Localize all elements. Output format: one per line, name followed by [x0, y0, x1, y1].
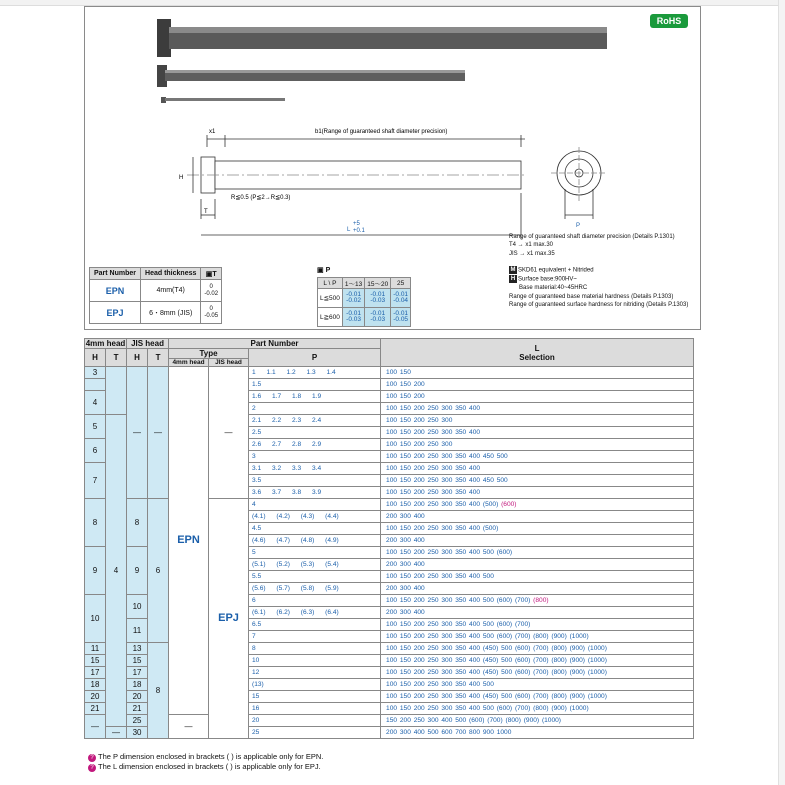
thickness-epj: 6・8mm (JIS) [141, 302, 201, 324]
info-icon: ? [88, 764, 96, 772]
header-tj: T [148, 349, 169, 367]
p-values: 4 [249, 499, 381, 511]
h-label: H [179, 175, 184, 181]
p-values: 6.5 [249, 619, 381, 631]
h4-cell: 10 [85, 595, 106, 643]
type-4-dash: — [169, 715, 209, 739]
l-list: 100 150 200 250 300 350 400 [386, 489, 481, 496]
note-surface: H Surface base:900HV~ [510, 276, 577, 283]
h4-cell: 20 [85, 691, 106, 703]
header-part-number: Part Number [90, 268, 141, 280]
hj-cell: 8 [127, 499, 148, 547]
l-list: 100 150 200 250 300 350 400 450 500 [386, 453, 508, 460]
p-values: 2.5 [249, 427, 381, 439]
product-photo [155, 15, 615, 111]
l-values [381, 547, 694, 559]
l-values [381, 415, 694, 427]
note-jis: JIS → x1 max.35 [509, 250, 555, 257]
note-base-hardness: Range of guaranteed base material hardness (Details P.1303) [509, 293, 674, 300]
l-epj-only: (800) [530, 597, 549, 604]
selection-table-wrapper [84, 338, 693, 751]
t-label: T [204, 209, 208, 215]
h4-cell: 5 [85, 415, 106, 439]
l-list: 150 200 250 300 400 500 (600) (700) (800) (900) (1000) [386, 717, 562, 724]
p-tolerance-title: ▣ P [317, 267, 331, 274]
t4-dash: — [106, 727, 127, 739]
info-icon: ? [88, 754, 96, 762]
header-hj: H [127, 349, 148, 367]
t4-cell: 4 [106, 415, 127, 727]
selection-table [84, 338, 694, 739]
h4-cell: 17 [85, 667, 106, 679]
l-list: 200 300 400 [386, 513, 425, 520]
p-values: 3.1 3.2 3.3 3.4 [249, 463, 381, 475]
l-values [381, 631, 694, 643]
p-label: P [576, 223, 581, 229]
l-list: 100 150 [386, 369, 411, 376]
l-list: 100 150 200 250 300 350 400 [386, 429, 481, 436]
l-list: 100 150 200 250 300 350 400 (500) [386, 501, 499, 508]
h4-cell: 6 [85, 439, 106, 463]
l-values [381, 511, 694, 523]
l-list: 100 150 200 250 300 350 400 (450) 500 (600) (700) (800) (900) (1000) [386, 693, 607, 700]
p-values: 3.5 [249, 475, 381, 487]
header-h4: H [85, 349, 106, 367]
tp-corner: L \ P [318, 278, 343, 289]
r-label: R≦0.5 (P≦2→R≦0.3) [231, 195, 291, 201]
p-values: 25 [249, 727, 381, 739]
tj-dash: — [148, 367, 169, 499]
scrollbar[interactable] [778, 0, 785, 785]
l-values [381, 643, 694, 655]
l-values [381, 523, 694, 535]
p-values: 2.1 2.2 2.3 2.4 [249, 415, 381, 427]
l-values [381, 679, 694, 691]
tp-v: -0.01 -0.05 [391, 308, 411, 327]
hj-cell: 21 [127, 703, 148, 715]
hj-cell: 17 [127, 667, 148, 679]
tol-epn: 0 -0.02 [201, 280, 222, 302]
l-values [381, 691, 694, 703]
h4-cell: 21 [85, 703, 106, 715]
p-values: (4.1) (4.2) (4.3) (4.4) [249, 511, 381, 523]
hj-cell: 18 [127, 679, 148, 691]
l-tol-up: +5 [353, 221, 360, 227]
tp-l2: L≧600 [318, 308, 343, 327]
p-values: 12 [249, 667, 381, 679]
table-row [85, 715, 694, 727]
part-epj: EPJ [90, 302, 141, 324]
p-values: (6.1) (6.2) (6.3) (6.4) [249, 607, 381, 619]
x1-label: x1 [209, 129, 216, 135]
hj-cell: 13 [127, 643, 148, 655]
table-row [85, 367, 694, 379]
l-list: 100 150 200 250 300 350 400 [386, 465, 481, 472]
note-precision: Range of guaranteed shaft diameter precision (Details P.1301) [509, 234, 675, 240]
h4-cell: 7 [85, 463, 106, 499]
p-values: (4.6) (4.7) (4.8) (4.9) [249, 535, 381, 547]
l-list: 200 300 400 500 600 700 800 900 1000 [386, 729, 512, 736]
note-material: M SKD61 equivalent + Nitrided [510, 267, 594, 274]
l-values [381, 475, 694, 487]
l-values [381, 727, 694, 739]
hj-cell: — [127, 367, 148, 499]
l-list: 200 300 400 [386, 537, 425, 544]
p-values: 20 [249, 715, 381, 727]
tp-v: -0.01 -0.04 [391, 289, 411, 308]
h4-cell: 18 [85, 679, 106, 691]
p-values: (5.1) (5.2) (5.3) (5.4) [249, 559, 381, 571]
p-values: 15 [249, 691, 381, 703]
material-notes [509, 234, 699, 309]
tol-epj: 0 -0.05 [201, 302, 222, 324]
p-values: 1.5 [249, 379, 381, 391]
l-list: 100 150 200 250 300 350 400 500 (600) [386, 549, 513, 556]
l-list: 100 150 200 250 300 350 400 500 [386, 573, 494, 580]
p-values: 7 [249, 631, 381, 643]
l-values [381, 379, 694, 391]
p-values: 2 [249, 403, 381, 415]
l-list: 100 150 200 [386, 393, 425, 400]
product-header-panel [84, 6, 701, 330]
selection-rows [85, 367, 694, 739]
hj-cell: 25 [127, 715, 148, 727]
l-list: 100 150 200 250 300 [386, 441, 453, 448]
l-values [381, 607, 694, 619]
header-head-thickness: Head thickness [141, 268, 201, 280]
h4-cell: 15 [85, 655, 106, 667]
l-values [381, 595, 694, 607]
l-list: 100 150 200 250 300 350 400 (450) 500 (600) (700) (800) (900) (1000) [386, 657, 607, 664]
p-values: (5.6) (5.7) (5.8) (5.9) [249, 583, 381, 595]
l-values [381, 403, 694, 415]
l-values [381, 619, 694, 631]
type-epj: EPJ [209, 499, 249, 739]
hj-cell: 30 [127, 727, 148, 739]
tp-h1: 1～13 [342, 278, 364, 289]
note-base: Base material:40~45HRC [519, 285, 588, 292]
p-tolerance-table [317, 277, 411, 327]
l-list: 100 150 200 250 300 350 400 (500) [386, 525, 499, 532]
p-values: 16 [249, 703, 381, 715]
hj-cell: 9 [127, 547, 148, 595]
header-type-jis: JIS head [209, 359, 249, 367]
p-values: 5 [249, 547, 381, 559]
tp-h3: 25 [391, 278, 411, 289]
l-values [381, 703, 694, 715]
header-4mm-head: 4mm head [85, 339, 126, 348]
h4-cell: 9 [85, 547, 106, 595]
l-values [381, 451, 694, 463]
head-thickness-table [89, 267, 222, 324]
l-values [381, 571, 694, 583]
tp-v: -0.01 -0.03 [365, 308, 391, 327]
l-epj-only: (600) [498, 501, 517, 508]
l-values [381, 715, 694, 727]
h4-cell: 11 [85, 643, 106, 655]
p-values: (13) [249, 679, 381, 691]
l-values [381, 427, 694, 439]
tp-v: -0.01 -0.02 [342, 289, 364, 308]
material-badge: M [510, 267, 516, 274]
p-values: 4.5 [249, 523, 381, 535]
hardness-badge: H [510, 276, 516, 283]
part-epn: EPN [90, 280, 141, 302]
l-values [381, 667, 694, 679]
p-values: 2.6 2.7 2.8 2.9 [249, 439, 381, 451]
l-list: 100 150 200 250 300 350 400 500 (600) (700) (800) (900) (1000) [386, 633, 589, 640]
h4-cell [85, 379, 106, 391]
l-list: 100 150 200 250 300 350 400 450 500 [386, 477, 508, 484]
b1-label: b1(Range of guaranteed shaft diameter precision) [315, 129, 448, 135]
header-type: Type [169, 349, 249, 359]
l-list: 200 300 400 [386, 561, 425, 568]
footnote-p: ? The P dimension enclosed in brackets ( ) is applicable only for EPN. [88, 752, 323, 762]
l-list: 200 300 400 [386, 585, 425, 592]
hj-cell: 11 [127, 619, 148, 643]
p-values: 8 [249, 643, 381, 655]
l-values [381, 463, 694, 475]
l-values [381, 559, 694, 571]
note-surface-hardness: Range of guaranteed surface hardness for nitriding (Details P.1303) [509, 302, 689, 308]
l-values [381, 367, 694, 379]
h4-cell: 3 [85, 367, 106, 379]
hj-cell: 20 [127, 691, 148, 703]
h4-cell: — [85, 715, 106, 739]
p-values: 1 1.1 1.2 1.3 1.4 [249, 367, 381, 379]
l-values [381, 499, 694, 511]
header-t: ▣T [201, 268, 222, 280]
l-list: 100 150 200 [386, 381, 425, 388]
l-tol-down: +0.1 [353, 228, 365, 234]
rohs-badge: RoHS [650, 14, 688, 28]
l-list: 100 150 200 250 300 350 400 500 (600) (700) [386, 597, 531, 604]
l-values [381, 439, 694, 451]
p-values: 3 [249, 451, 381, 463]
l-list: 100 150 200 250 300 350 400 [386, 405, 481, 412]
tj-cell-6: 6 [148, 499, 169, 643]
l-list: 200 300 400 [386, 609, 425, 616]
l-list: 100 150 200 250 300 [386, 417, 453, 424]
l-list: 100 150 200 250 300 350 400 500 (600) (700) (800) (900) (1000) [386, 705, 589, 712]
type-epn: EPN [169, 367, 209, 715]
l-list: 100 150 200 250 300 350 400 (450) 500 (600) (700) (800) (900) (1000) [386, 645, 607, 652]
p-values: 3.6 3.7 3.8 3.9 [249, 487, 381, 499]
h4-cell: 4 [85, 391, 106, 415]
hj-cell: 15 [127, 655, 148, 667]
tj-cell-8: 8 [148, 643, 169, 739]
l-values [381, 583, 694, 595]
l-list: 100 150 200 250 300 350 400 (450) 500 (600) (700) (800) (900) (1000) [386, 669, 607, 676]
tp-v: -0.01 -0.03 [342, 308, 364, 327]
thickness-epn: 4mm(T4) [141, 280, 201, 302]
l-list: 100 150 200 250 300 350 400 500 [386, 681, 494, 688]
t4-cell-a [106, 367, 127, 415]
type-jis-dash: — [209, 367, 249, 499]
header-jis-head: JIS head [127, 339, 169, 349]
h4-cell: 8 [85, 499, 106, 547]
header-type-4mm: 4mm head [169, 359, 209, 367]
p-values: 1.6 1.7 1.8 1.9 [249, 391, 381, 403]
tp-v: -0.01 -0.03 [365, 289, 391, 308]
tp-l1: L≦500 [318, 289, 343, 308]
l-label: L [347, 227, 351, 233]
header-t4: T [106, 349, 127, 367]
footnote-l: ? The L dimension enclosed in brackets ( ) is applicable only for EPJ. [88, 762, 323, 772]
l-values [381, 655, 694, 667]
header-l-selection: L Selection [381, 339, 694, 367]
p-values: 5.5 [249, 571, 381, 583]
l-values [381, 487, 694, 499]
hj-cell: 10 [127, 595, 148, 619]
l-list: 100 150 200 250 300 350 400 500 (600) (700) [386, 621, 531, 628]
p-values: 6 [249, 595, 381, 607]
note-t4: T4 → x1 max.30 [509, 242, 554, 249]
tp-h2: 15～20 [365, 278, 391, 289]
header-part-number: Part Number [169, 339, 381, 349]
footnotes [88, 752, 323, 772]
header-p: P [249, 349, 381, 367]
l-values [381, 535, 694, 547]
p-values: 10 [249, 655, 381, 667]
l-values [381, 391, 694, 403]
